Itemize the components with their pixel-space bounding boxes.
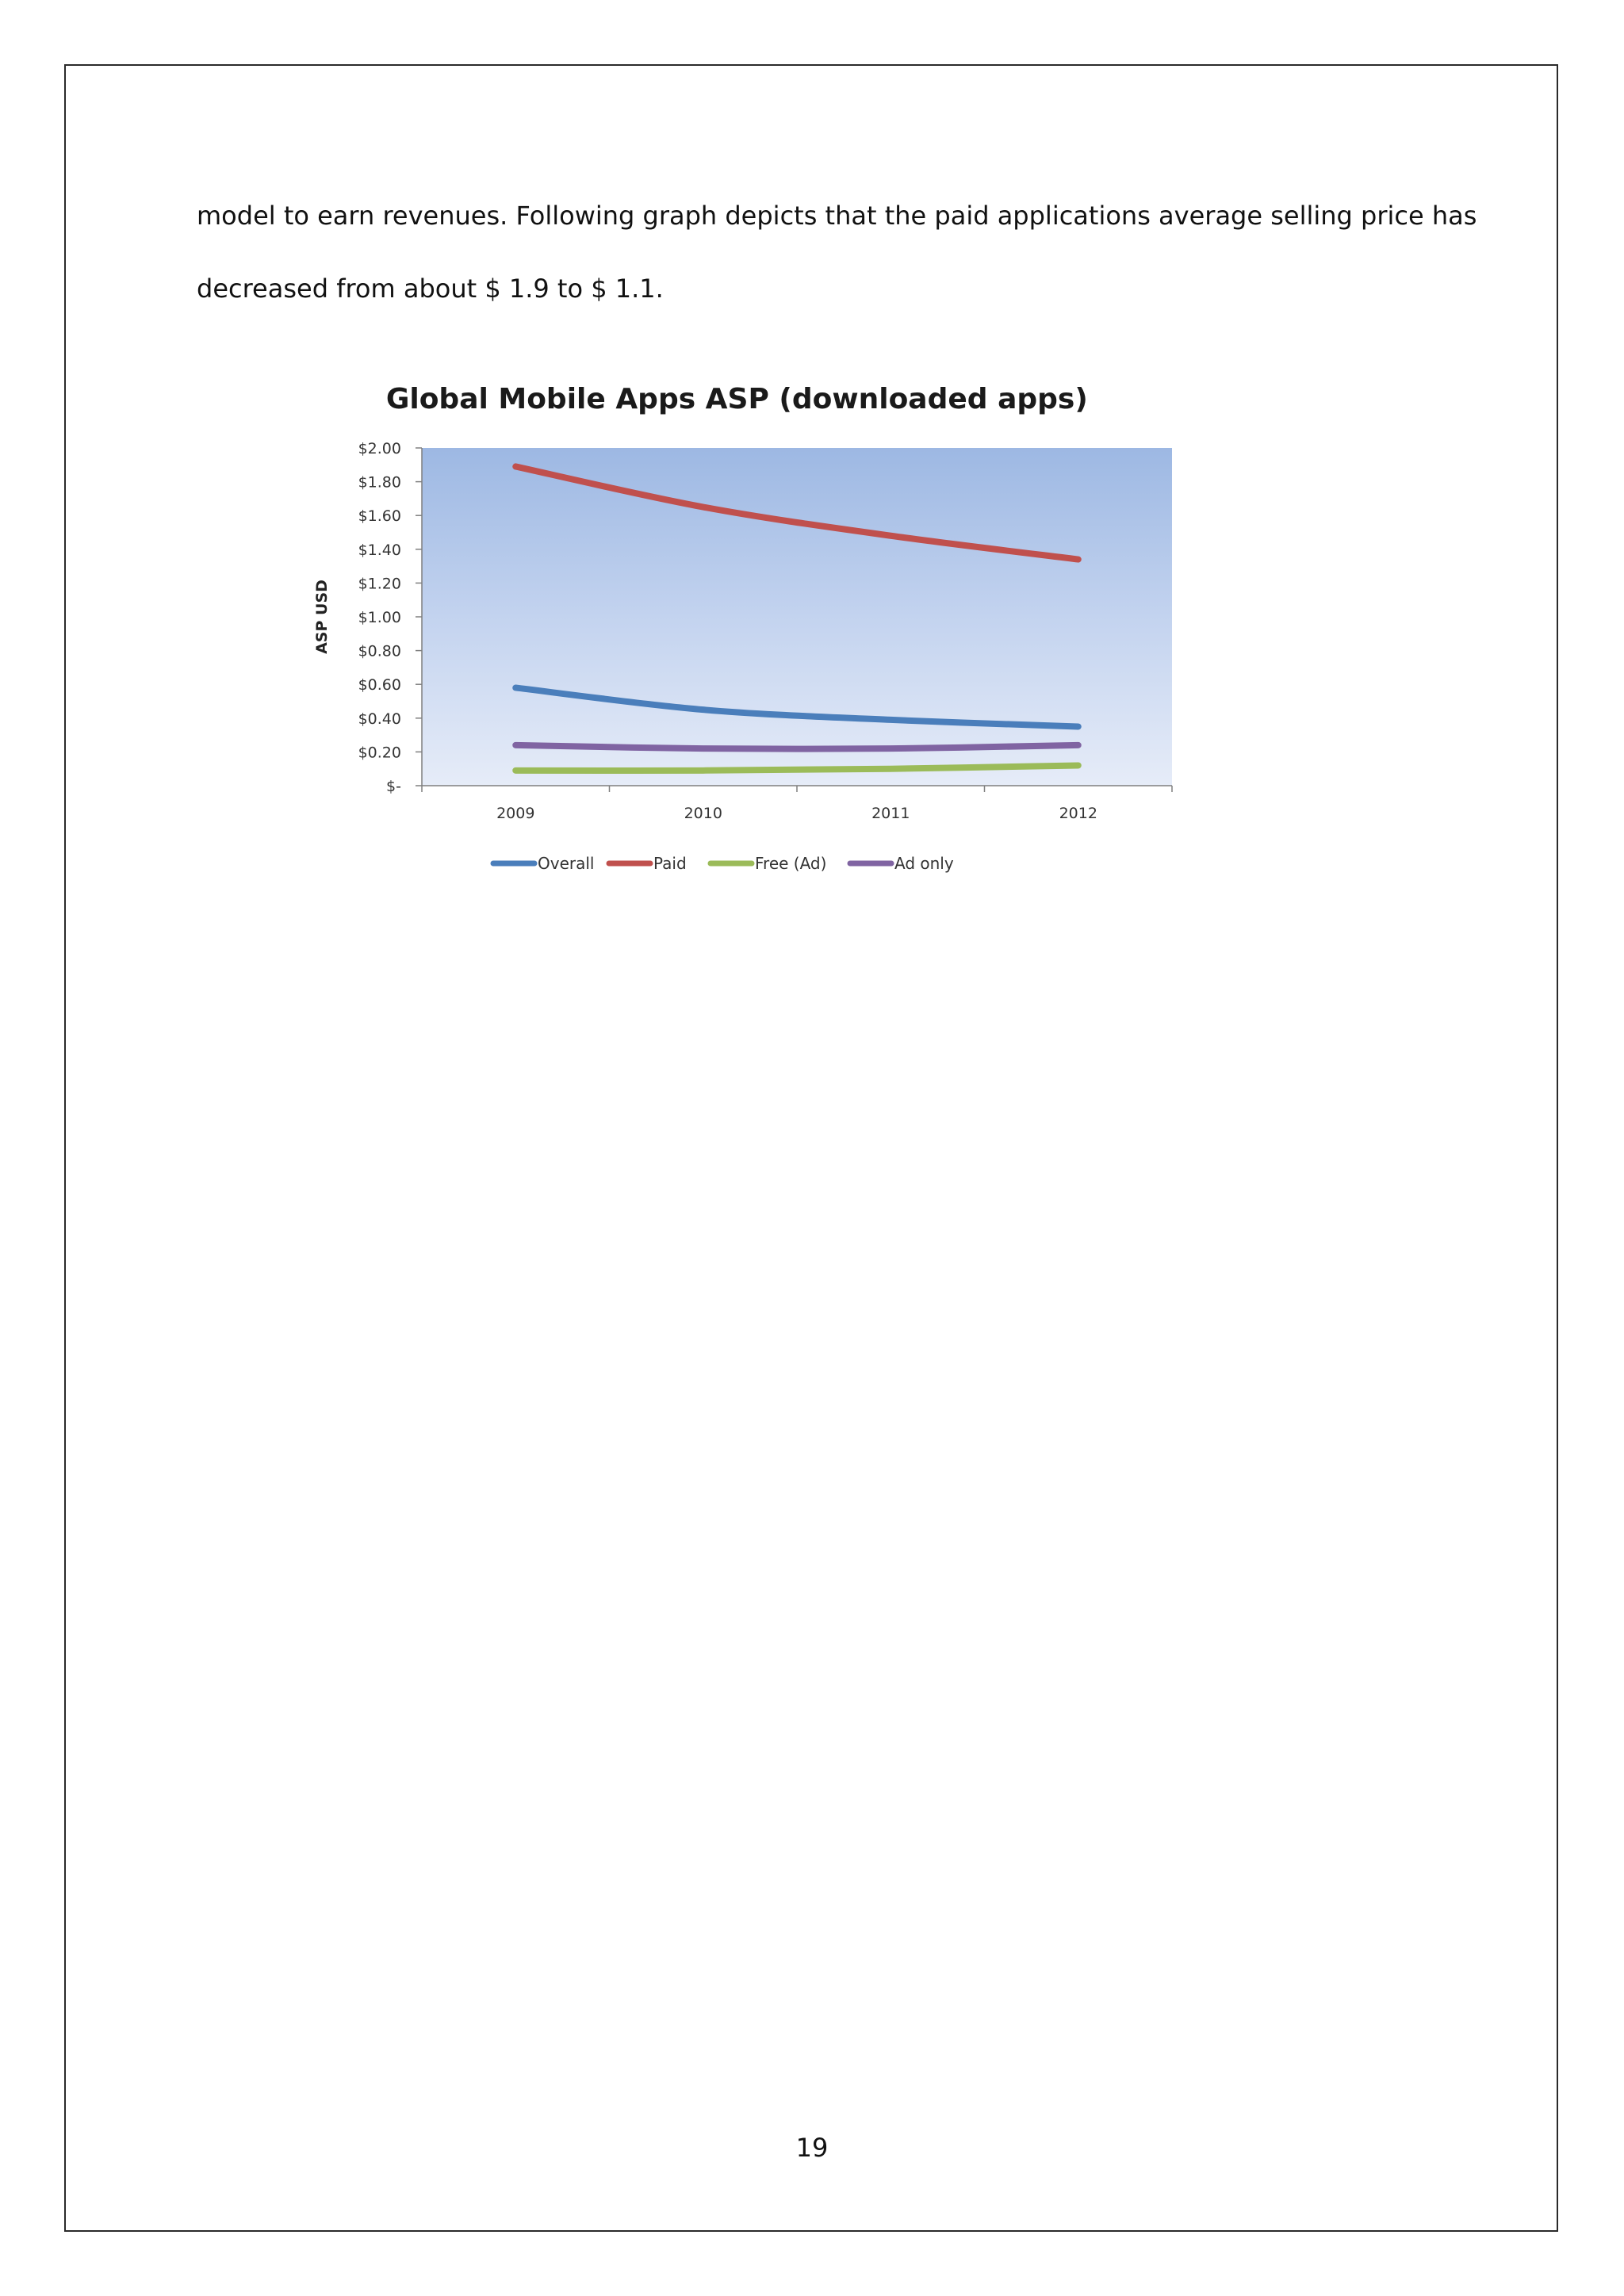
x-tick-label: 2010 xyxy=(684,805,722,822)
data-point-ad-only xyxy=(890,748,891,749)
x-tick-label: 2011 xyxy=(871,805,910,822)
data-point-ad-only xyxy=(515,744,516,746)
data-point-free-ad xyxy=(703,770,704,771)
legend-label-free-ad: Free (Ad) xyxy=(755,854,827,873)
data-point-overall xyxy=(890,719,891,721)
body-text-line-2: decreased from about $ 1.9 to $ 1.1. xyxy=(197,274,664,304)
data-point-paid xyxy=(890,535,891,537)
data-point-free-ad xyxy=(890,768,891,770)
y-tick-label: $2.00 xyxy=(358,440,401,457)
legend-label-overall: Overall xyxy=(538,854,595,873)
y-tick-label: $0.40 xyxy=(358,710,401,728)
x-tick-label: 2012 xyxy=(1059,805,1097,822)
data-point-paid xyxy=(515,465,516,467)
legend-label-paid: Paid xyxy=(653,854,687,873)
plot-area xyxy=(422,448,1172,786)
data-point-paid xyxy=(703,507,704,508)
y-tick-label: $1.60 xyxy=(358,507,401,526)
data-point-overall xyxy=(1078,725,1079,727)
chart-title: Global Mobile Apps ASP (downloaded apps) xyxy=(385,383,1088,415)
data-point-free-ad xyxy=(515,770,516,771)
legend-label-ad-only: Ad only xyxy=(894,854,954,873)
y-tick-label: $0.80 xyxy=(358,642,401,660)
data-point-ad-only xyxy=(1078,744,1079,746)
x-tick-label: 2009 xyxy=(496,805,535,822)
y-tick-label: $1.00 xyxy=(358,609,401,626)
y-tick-label: $1.80 xyxy=(358,473,401,492)
y-tick-label: $- xyxy=(386,778,401,795)
y-tick-label: $0.20 xyxy=(358,744,401,762)
y-tick-label: $0.60 xyxy=(358,676,401,695)
data-point-overall xyxy=(703,709,704,710)
y-axis-title: ASP USD xyxy=(313,580,331,654)
data-point-free-ad xyxy=(1078,764,1079,766)
body-text-line-1: model to earn revenues. Following graph depicts that the paid applications average selling price has xyxy=(197,201,1477,231)
data-point-ad-only xyxy=(703,748,704,749)
data-point-overall xyxy=(515,687,516,688)
y-tick-label: $1.20 xyxy=(358,575,401,593)
asp-line-chart xyxy=(301,373,1205,880)
y-tick-label: $1.40 xyxy=(358,541,401,559)
page-number: 19 xyxy=(795,2133,829,2163)
data-point-paid xyxy=(1078,559,1079,561)
